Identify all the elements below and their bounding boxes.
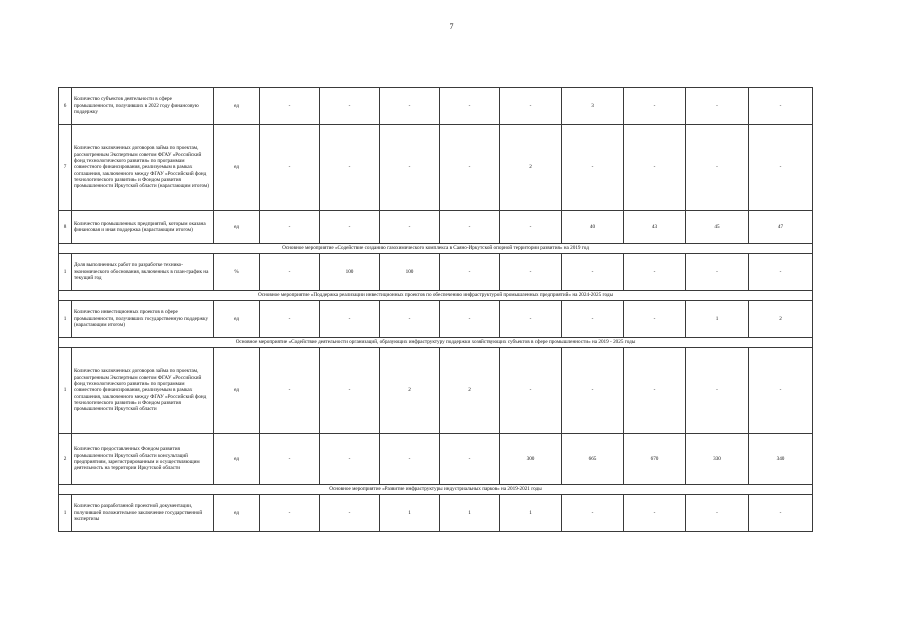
unit-cell: ед [214,125,260,211]
section-heading: Основное мероприятие «Содействие деятельности организаций, образующих инфраструктуру поддержки хозяйствующих субъектов в сфере промышленности» на 2019 - 2025 годы [59,338,813,348]
value-cell: - [686,88,749,125]
value-cell: - [624,348,686,434]
table-row [59,495,813,532]
table-row [59,348,813,434]
unit-cell: ед [214,88,260,125]
value-cell: 2 [380,348,440,434]
value-cell: 100 [380,254,440,291]
value-cell: 1 [686,301,749,338]
value-cell: 3 [562,88,624,125]
value-cell: 1 [380,495,440,532]
value-cell: - [320,434,380,485]
section-heading: Основное мероприятие «Развитие инфраструктуры индустриальных парков» на 2019-2021 годы [59,485,813,495]
indicator-name: Количество промышленных предприятий, которым оказана финансовая и иная поддержка (нарастающим итогом) [72,211,214,244]
value-cell: - [686,254,749,291]
value-cell: - [380,434,440,485]
value-cell: - [380,301,440,338]
row-number: 1 [59,254,72,291]
value-cell: - [260,348,320,434]
table-row [59,301,813,338]
row-number: 1 [59,495,72,532]
indicator-name: Количество субъектов деятельности в сфере промышленности, получивших в 2022 году финансовую поддержку [72,88,214,125]
value-cell: - [749,254,813,291]
value-cell: 2 [440,348,500,434]
value-cell: 2 [500,125,562,211]
value-cell: 340 [749,434,813,485]
value-cell: 43 [624,211,686,244]
value-cell: - [686,348,749,434]
value-cell: - [749,125,813,211]
value-cell: - [320,88,380,125]
indicators-table [58,87,813,532]
row-number: 1 [59,348,72,434]
indicator-name: Доля выполненных работ по разработке технико-экономического обоснования, включенных в план-график на текущий год [72,254,214,291]
unit-cell: ед [214,434,260,485]
value-cell: - [562,348,624,434]
table-row [59,211,813,244]
row-number: 7 [59,125,72,211]
value-cell: - [260,434,320,485]
value-cell: - [320,348,380,434]
value-cell: 670 [624,434,686,485]
value-cell: - [440,125,500,211]
value-cell: - [749,348,813,434]
value-cell: - [686,125,749,211]
value-cell: - [260,301,320,338]
value-cell: - [380,125,440,211]
value-cell: - [260,88,320,125]
indicator-name: Количество инвестиционных проектов в сфере промышленности, получивших государственную поддержку (нарастающим итогом) [72,301,214,338]
table-row [59,254,813,291]
indicator-name: Количество предоставленных Фондом развития промышленности Иркутской области консультаций предприятиям, зарегистрированным и осуществляющим деятельность на территории Иркутской области [72,434,214,485]
section-heading-row [59,338,813,348]
row-number: 2 [59,434,72,485]
value-cell: - [562,301,624,338]
value-cell: - [624,88,686,125]
value-cell: 330 [686,434,749,485]
section-heading-row [59,244,813,254]
value-cell: - [749,88,813,125]
value-cell: - [320,495,380,532]
section-heading-row [59,485,813,495]
value-cell: - [562,495,624,532]
value-cell: - [440,301,500,338]
value-cell: - [440,434,500,485]
section-heading-row [59,291,813,301]
indicator-name: Количество заключенных договоров займа по проектам, рассмотренным Экспертным советом ФГАУ «Российский фонд технологического развития» по программам совместного финансирования, реализуемым в рамках соглашения, заключенного между ФГАУ «Российский фонд технологического развития» и Фондом развития промышленности Иркутской области (нарастающим итогом) [72,125,214,211]
value-cell: - [440,88,500,125]
value-cell: 1 [440,495,500,532]
value-cell: 40 [562,211,624,244]
unit-cell: ед [214,495,260,532]
table-row [59,125,813,211]
value-cell: - [500,348,562,434]
page-number: 7 [449,22,454,31]
value-cell: - [624,301,686,338]
value-cell: - [686,495,749,532]
indicator-name: Количество заключенных договоров займа по проектам, рассмотренным Экспертным советом ФГАУ «Российский фонд технологического развития» по программам совместного финансирования, реализуемым в рамках соглашения, заключенного между ФГАУ «Российский фонд технологического развития» и Фондом развития промышленности Иркутской области [72,348,214,434]
indicator-name: Количество разработанной проектной документации, получившей положительное заключение государственной экспертизы [72,495,214,532]
row-number: 6 [59,88,72,125]
value-cell: - [500,88,562,125]
value-cell: - [624,125,686,211]
value-cell: 47 [749,211,813,244]
value-cell: - [500,301,562,338]
value-cell: - [500,211,562,244]
table-row [59,434,813,485]
unit-cell: ед [214,348,260,434]
value-cell: - [440,254,500,291]
value-cell: - [500,254,562,291]
value-cell: - [380,211,440,244]
row-number: 8 [59,211,72,244]
value-cell: - [562,254,624,291]
row-number: 1 [59,301,72,338]
value-cell: - [320,301,380,338]
value-cell: - [440,211,500,244]
unit-cell: ед [214,211,260,244]
value-cell: 300 [500,434,562,485]
value-cell: - [624,254,686,291]
value-cell: - [320,125,380,211]
table-row [59,88,813,125]
value-cell: - [749,495,813,532]
value-cell: - [320,211,380,244]
value-cell: - [380,88,440,125]
section-heading: Основное мероприятие «Содействие созданию газохимического комплекса в Саяно-Иркутской опорной территории развития» на 2019 год [59,244,813,254]
value-cell: 665 [562,434,624,485]
unit-cell: % [214,254,260,291]
value-cell: - [260,495,320,532]
value-cell: 100 [320,254,380,291]
unit-cell: ед [214,301,260,338]
section-heading: Основное мероприятие «Поддержка реализации инвестиционных проектов по обеспечению инфраструктурой промышленных предприятий» на 2024-2025 годы [59,291,813,301]
value-cell: - [562,125,624,211]
value-cell: - [624,495,686,532]
value-cell: 2 [749,301,813,338]
value-cell: 45 [686,211,749,244]
value-cell: - [260,125,320,211]
value-cell: - [260,211,320,244]
value-cell: - [260,254,320,291]
value-cell: 1 [500,495,562,532]
